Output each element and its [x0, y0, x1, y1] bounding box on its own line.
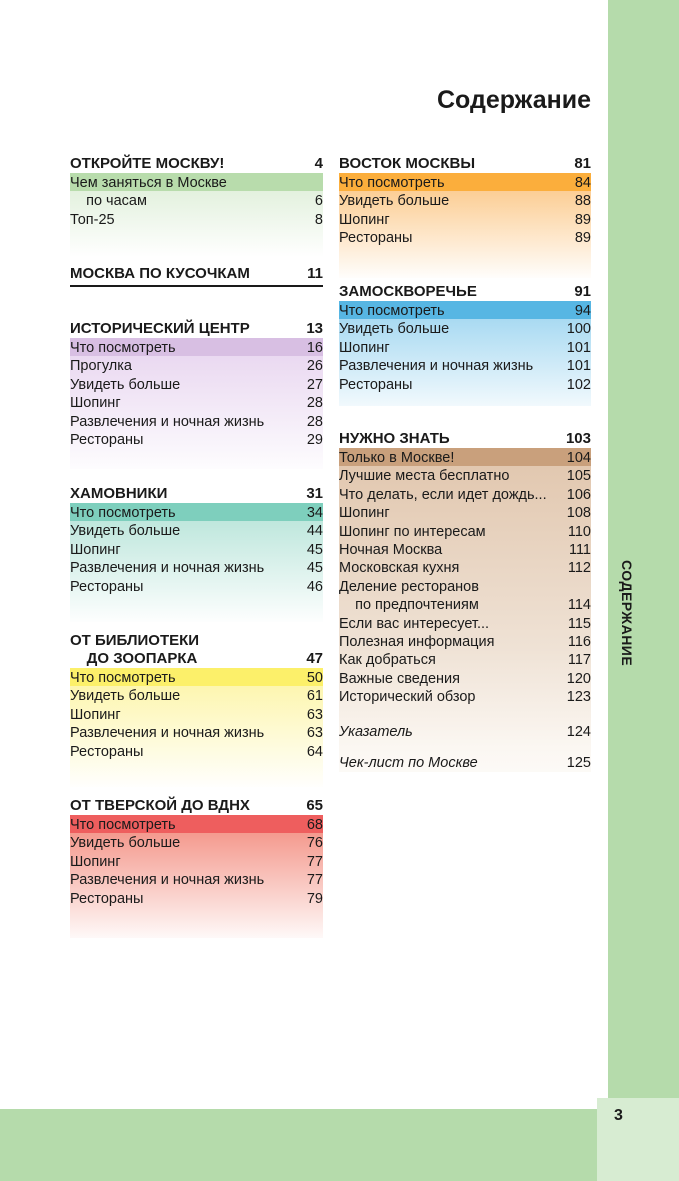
toc-section-historic-center: [70, 320, 323, 469]
page-title: Содержание: [436, 86, 591, 114]
section-heading[interactable]: НУЖНО ЗНАТЬ 103: [339, 430, 591, 447]
section-heading[interactable]: ИСТОРИЧЕСКИЙ ЦЕНТР 13: [70, 320, 323, 337]
list-item[interactable]: Что посмотреть 16: [70, 340, 323, 356]
list-item[interactable]: Лучшие места бесплатно 105: [339, 468, 591, 485]
list-item[interactable]: Развлечения и ночная жизнь 77: [70, 872, 323, 889]
list-item[interactable]: Шопинг 28: [70, 395, 323, 412]
side-tab-label: СОДЕРЖАНИЕ: [619, 560, 635, 667]
list-item[interactable]: Рестораны 102: [339, 376, 591, 393]
toc-section-east-moscow: [339, 155, 591, 278]
list-item[interactable]: Топ-25 8: [70, 211, 323, 228]
list-item[interactable]: Что посмотреть 34: [70, 505, 323, 521]
toc-section-pieces: [70, 265, 323, 287]
list-item[interactable]: Рестораны 29: [70, 431, 323, 448]
list-item[interactable]: Что посмотреть 68: [70, 817, 323, 833]
section-heading[interactable]: ВОСТОК МОСКВЫ 81: [339, 155, 591, 172]
toc-section-library-zoo: [70, 632, 323, 787]
list-item[interactable]: Важные сведения 120: [339, 670, 591, 687]
list-item[interactable]: Прогулка 26: [70, 358, 323, 375]
section-items: [70, 815, 323, 938]
checklist-entry[interactable]: Чек-лист по Москве 125: [339, 754, 591, 771]
list-item[interactable]: Шопинг 108: [339, 505, 591, 522]
list-item[interactable]: Как добраться 117: [339, 652, 591, 669]
list-item[interactable]: Чем заняться в Москве: [70, 175, 227, 191]
list-item[interactable]: Рестораны 46: [70, 578, 323, 595]
list-item[interactable]: Развлечения и ночная жизнь 45: [70, 560, 323, 577]
toc-section-tverskaya-vdnh: [70, 797, 323, 938]
list-item[interactable]: Увидеть больше 27: [70, 376, 323, 393]
list-item[interactable]: Рестораны 79: [70, 890, 323, 907]
list-item[interactable]: Увидеть больше 100: [339, 321, 591, 338]
list-item[interactable]: Развлечения и ночная жизнь 101: [339, 358, 591, 375]
list-item[interactable]: Шопинг по интересам 110: [339, 523, 591, 540]
section-heading[interactable]: ЗАМОСКВОРЕЧЬЕ 91: [339, 283, 591, 300]
list-item[interactable]: по предпочтениям 114: [339, 597, 591, 614]
list-item[interactable]: Что посмотреть 84: [339, 175, 591, 191]
list-item[interactable]: Что посмотреть 50: [70, 670, 323, 686]
list-item[interactable]: Увидеть больше 61: [70, 688, 323, 705]
section-heading[interactable]: ОТ ТВЕРСКОЙ ДО ВДНХ 65: [70, 797, 323, 814]
index-entry[interactable]: Указатель 124: [339, 724, 591, 741]
list-item[interactable]: Что делать, если идет дождь... 106: [339, 486, 591, 503]
list-item[interactable]: Шопинг 45: [70, 541, 323, 558]
list-item[interactable]: Развлечения и ночная жизнь 28: [70, 413, 323, 430]
section-items: [339, 301, 591, 406]
section-items: [70, 173, 323, 257]
section-heading[interactable]: ДО ЗООПАРКА 47: [70, 650, 323, 667]
list-item[interactable]: Шопинг 77: [70, 853, 323, 870]
page-number: 3: [614, 1107, 623, 1124]
list-item[interactable]: по часам 6: [70, 193, 323, 210]
section-items: [70, 503, 323, 622]
section-items: [339, 448, 591, 772]
list-item[interactable]: Ночная Москва 111: [339, 541, 591, 558]
list-item[interactable]: Деление ресторанов: [339, 578, 479, 595]
list-item[interactable]: Увидеть больше 44: [70, 523, 323, 540]
bottom-color-band: [0, 1109, 608, 1181]
list-item[interactable]: Только в Москве! 104: [339, 450, 591, 466]
list-item[interactable]: Рестораны 89: [339, 230, 591, 247]
list-item[interactable]: Что посмотреть 94: [339, 303, 591, 319]
list-item[interactable]: Если вас интересует... 115: [339, 615, 591, 632]
section-items: [70, 338, 323, 469]
list-item[interactable]: Увидеть больше 88: [339, 193, 591, 210]
section-items: [339, 173, 591, 278]
list-item[interactable]: Развлечения и ночная жизнь 63: [70, 725, 323, 742]
list-item[interactable]: Шопинг 63: [70, 706, 323, 723]
list-item[interactable]: Увидеть больше 76: [70, 835, 323, 852]
section-heading[interactable]: ОТ БИБЛИОТЕКИ: [70, 632, 200, 649]
list-item[interactable]: Московская кухня 112: [339, 560, 591, 577]
list-item[interactable]: Шопинг 101: [339, 339, 591, 356]
toc-section-zamoskvorechye: [339, 283, 591, 406]
section-heading[interactable]: МОСКВА ПО КУСОЧКАМ 11: [70, 265, 323, 287]
toc-section-discover: [70, 155, 323, 257]
toc-section-khamovniki: [70, 485, 323, 622]
list-item[interactable]: Шопинг 89: [339, 211, 591, 228]
page-number-box: [597, 1098, 679, 1181]
section-heading[interactable]: ХАМОВНИКИ 31: [70, 485, 323, 502]
list-item[interactable]: Рестораны 64: [70, 743, 323, 760]
section-items: [70, 668, 323, 787]
toc-section-need-to-know: [339, 430, 591, 772]
list-item[interactable]: Исторический обзор 123: [339, 689, 591, 706]
list-item[interactable]: Полезная информация 116: [339, 633, 591, 650]
section-heading[interactable]: ОТКРОЙТЕ МОСКВУ! 4: [70, 155, 323, 172]
